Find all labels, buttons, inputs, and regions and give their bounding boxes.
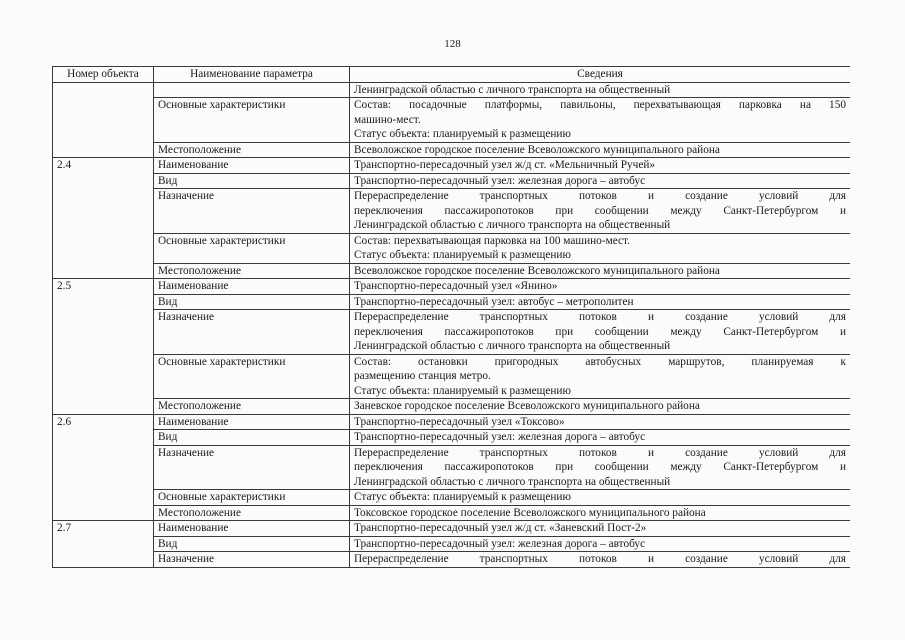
value-line: Транспортно-пересадочный узел «Токсово» <box>354 415 565 428</box>
table-row <box>53 445 851 490</box>
table-row <box>53 399 851 415</box>
object-number-cell: 2.5 <box>53 279 154 415</box>
parameter-value <box>350 142 851 158</box>
parameter-label: Местоположение <box>154 142 350 158</box>
parameter-value <box>350 430 851 446</box>
value-line: Ленинградской областью с личного транспорта на общественный <box>354 83 671 96</box>
parameter-value <box>350 505 851 521</box>
table-row <box>53 98 851 143</box>
value-line: Транспортно-пересадочный узел: железная дорога – автобус <box>354 537 646 550</box>
parameter-label: Наименование <box>154 279 350 295</box>
object-number-cell: 2.6 <box>53 414 154 521</box>
parameter-value <box>350 310 851 355</box>
parameter-label: Наименование <box>154 521 350 537</box>
parameter-label: Основные характеристики <box>154 233 350 263</box>
value-line: Транспортно-пересадочный узел: железная дорога – автобус <box>354 174 646 187</box>
value-line: Транспортно-пересадочный узел: автобус – метрополитен <box>354 295 634 308</box>
value-line: Заневское городское поселение Всеволожского муниципального района <box>354 400 700 412</box>
parameter-value <box>350 233 851 263</box>
parameter-label: Местоположение <box>154 399 350 415</box>
parameter-value <box>350 552 851 568</box>
table-row <box>53 536 851 552</box>
header-object-number: Номер объекта <box>53 67 154 83</box>
parameter-value <box>350 263 851 279</box>
parameter-value <box>350 158 851 174</box>
table-row <box>53 233 851 263</box>
table-container <box>52 66 850 640</box>
parameter-value <box>350 189 851 234</box>
table-row <box>53 310 851 355</box>
value-line: Статус объекта: планируемый к размещению <box>354 491 571 503</box>
value-line: Состав: перехватывающая парковка на 100 машино-мест. <box>354 234 630 247</box>
parameter-value <box>350 445 851 490</box>
table-row <box>53 158 851 174</box>
parameter-label: Основные характеристики <box>154 98 350 143</box>
value-line: переключения пассажиропотоков при сообщении между Санкт-Петербургом и <box>354 325 846 338</box>
parameter-label: Вид <box>154 294 350 310</box>
object-number-cell <box>53 82 154 158</box>
value-line: Статус объекта: планируемый к размещению <box>354 249 571 261</box>
parameter-label: Вид <box>154 430 350 446</box>
value-line: машино-мест. <box>354 113 421 126</box>
parameter-value <box>350 490 851 506</box>
table-row <box>53 505 851 521</box>
table-row <box>53 414 851 430</box>
table-row <box>53 294 851 310</box>
parameter-label: Вид <box>154 536 350 552</box>
value-line: Ленинградской областью с личного транспорта на общественный <box>354 219 671 231</box>
parameter-value <box>350 82 851 98</box>
parameter-value <box>350 279 851 295</box>
table-row <box>53 430 851 446</box>
value-line: Токсовское городское поселение Всеволожского муниципального района <box>354 506 706 519</box>
parameter-label: Местоположение <box>154 505 350 521</box>
value-line: Всеволожское городское поселение Всеволожского муниципального района <box>354 264 720 277</box>
parameter-label <box>154 82 350 98</box>
value-line: Состав: остановки пригородных автобусных маршрутов, планируемая к <box>354 355 846 368</box>
header-parameter-name: Наименование параметра <box>154 67 350 83</box>
parameter-value <box>350 521 851 537</box>
value-line: переключения пассажиропотоков при сообщении между Санкт-Петербургом и <box>354 204 846 217</box>
value-line: Перераспределение транспортных потоков и создание условий для <box>354 446 846 459</box>
value-line: Транспортно-пересадочный узел ж/д ст. «Заневский Пост-2» <box>354 522 647 534</box>
value-line: Перераспределение транспортных потоков и создание условий для <box>354 311 846 323</box>
table-row <box>53 263 851 279</box>
value-line: Ленинградской областью с личного транспорта на общественный <box>354 475 671 488</box>
parameter-value <box>350 399 851 415</box>
value-line: Транспортно-пересадочный узел «Янино» <box>354 280 558 292</box>
parameter-label: Местоположение <box>154 263 350 279</box>
header-details: Сведения <box>350 67 851 83</box>
parameter-value <box>350 294 851 310</box>
table-header-row <box>53 67 851 83</box>
parameter-label: Наименование <box>154 158 350 174</box>
table-row <box>53 552 851 568</box>
parameter-value <box>350 536 851 552</box>
parameter-label: Назначение <box>154 310 350 355</box>
value-line: Транспортно-пересадочный узел: железная дорога – автобус <box>354 431 646 443</box>
parameter-value <box>350 354 851 399</box>
page-number: 128 <box>444 38 461 50</box>
table-row <box>53 490 851 506</box>
parameter-value <box>350 98 851 143</box>
table-row <box>53 173 851 189</box>
parameter-label: Назначение <box>154 552 350 568</box>
parameter-label: Основные характеристики <box>154 354 350 399</box>
parameter-label: Вид <box>154 173 350 189</box>
value-line: Перераспределение транспортных потоков и создание условий для <box>354 553 846 565</box>
object-number-cell: 2.4 <box>53 158 154 279</box>
parameter-value <box>350 414 851 430</box>
value-line: Статус объекта: планируемый к размещению <box>354 128 571 140</box>
value-line: Перераспределение транспортных потоков и создание условий для <box>354 190 846 202</box>
value-line: Статус объекта: планируемый к размещению <box>354 384 571 397</box>
value-line: Состав: посадочные платформы, павильоны, перехватывающая парковка на 150 <box>354 99 846 111</box>
object-table <box>52 66 850 568</box>
table-row <box>53 82 851 98</box>
value-line: размещению станция метро. <box>354 370 491 382</box>
table-row <box>53 189 851 234</box>
parameter-label: Основные характеристики <box>154 490 350 506</box>
table-row <box>53 142 851 158</box>
value-line: Всеволожское городское поселение Всеволожского муниципального района <box>354 143 720 156</box>
value-line: Транспортно-пересадочный узел ж/д ст. «Мельничный Ручей» <box>354 159 656 171</box>
parameter-value <box>350 173 851 189</box>
table-row <box>53 279 851 295</box>
parameter-label: Назначение <box>154 445 350 490</box>
value-line: Ленинградской областью с личного транспорта на общественный <box>354 340 671 352</box>
parameter-label: Наименование <box>154 414 350 430</box>
parameter-label: Назначение <box>154 189 350 234</box>
table-row <box>53 354 851 399</box>
value-line: переключения пассажиропотоков при сообщении между Санкт-Петербургом и <box>354 461 846 473</box>
object-number-cell: 2.7 <box>53 521 154 568</box>
table-row <box>53 521 851 537</box>
